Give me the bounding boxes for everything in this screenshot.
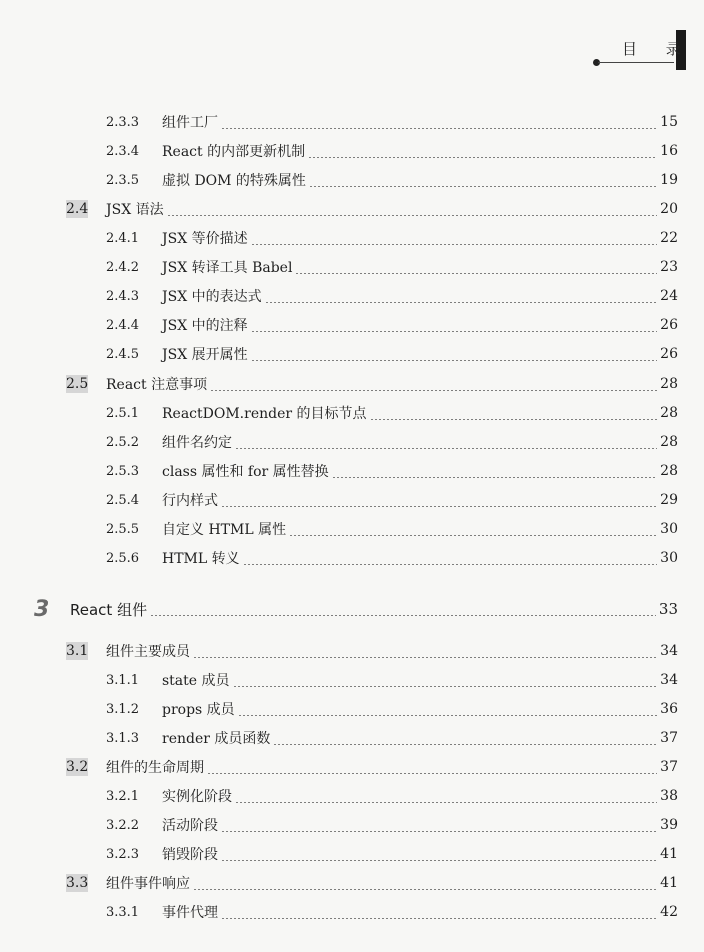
toc-section[interactable] bbox=[66, 370, 678, 398]
toc-subsection[interactable] bbox=[106, 457, 678, 485]
toc-page-number: 28 bbox=[660, 434, 678, 450]
toc-title: React 的内部更新机制 bbox=[162, 144, 306, 160]
toc-number: 2.5.3 bbox=[106, 463, 140, 479]
toc-subsection[interactable] bbox=[106, 311, 678, 339]
toc-number: 3.3.1 bbox=[106, 904, 140, 920]
toc-subsection[interactable] bbox=[106, 666, 678, 694]
toc-number: 3.2.2 bbox=[106, 817, 140, 833]
dot-leader bbox=[193, 657, 657, 658]
dot-leader bbox=[235, 448, 657, 449]
toc-number: 2.4 bbox=[66, 201, 89, 217]
toc-number: 2.5.2 bbox=[106, 434, 140, 450]
toc-number: 3.1.3 bbox=[106, 730, 140, 746]
toc-number: 3.1.2 bbox=[106, 701, 140, 717]
toc-page-number: 34 bbox=[660, 643, 678, 659]
toc-title: React 注意事项 bbox=[106, 377, 208, 393]
dot-leader bbox=[309, 186, 657, 187]
toc-page-number: 16 bbox=[660, 143, 678, 159]
toc-page-number: 23 bbox=[660, 259, 678, 275]
toc-page-number: 30 bbox=[660, 550, 678, 566]
toc-title: 事件代理 bbox=[162, 905, 218, 921]
toc-section[interactable] bbox=[66, 753, 678, 781]
toc-subsection[interactable] bbox=[106, 108, 678, 136]
dot-leader bbox=[265, 302, 658, 303]
toc-chapter[interactable] bbox=[34, 595, 678, 623]
toc-subsection[interactable] bbox=[106, 840, 678, 868]
toc-page-number: 34 bbox=[660, 672, 678, 688]
dot-leader bbox=[221, 831, 657, 832]
toc-page-number: 20 bbox=[660, 201, 678, 217]
toc-title: 组件名约定 bbox=[162, 435, 232, 451]
toc-page-number: 37 bbox=[660, 759, 678, 775]
toc-title: JSX 中的表达式 bbox=[162, 289, 262, 305]
toc-page-number: 28 bbox=[660, 463, 678, 479]
toc-number: 2.3.4 bbox=[106, 143, 140, 159]
toc-subsection[interactable] bbox=[106, 695, 678, 723]
toc-title: JSX 中的注释 bbox=[162, 318, 248, 334]
dot-leader bbox=[233, 686, 658, 687]
dot-leader bbox=[210, 390, 657, 391]
toc-title: 行内样式 bbox=[162, 493, 218, 509]
toc-number: 3.2.3 bbox=[106, 846, 140, 862]
toc-number: 2.5.6 bbox=[106, 550, 140, 566]
toc-page-number: 30 bbox=[660, 521, 678, 537]
toc-number: 2.5.1 bbox=[106, 405, 140, 421]
toc-number: 2.3.5 bbox=[106, 172, 140, 188]
toc-title: render 成员函数 bbox=[162, 731, 271, 747]
toc-page-number: 41 bbox=[660, 875, 678, 891]
page-header-title: 目 录 bbox=[622, 40, 693, 58]
toc-page-number: 39 bbox=[660, 817, 678, 833]
toc-subsection[interactable] bbox=[106, 399, 678, 427]
toc-number: 2.4.3 bbox=[106, 288, 140, 304]
toc-subsection[interactable] bbox=[106, 782, 678, 810]
dot-leader bbox=[221, 128, 657, 129]
dot-leader bbox=[273, 744, 657, 745]
toc-page-number: 29 bbox=[660, 492, 678, 508]
toc-number: 2.4.5 bbox=[106, 346, 140, 362]
toc-subsection[interactable] bbox=[106, 486, 678, 514]
dot-leader bbox=[308, 157, 657, 158]
toc-number: 3.2.1 bbox=[106, 788, 140, 804]
toc-page-number: 28 bbox=[660, 376, 678, 392]
toc-page-number: 28 bbox=[660, 405, 678, 421]
dot-leader bbox=[243, 564, 658, 565]
toc-title: 实例化阶段 bbox=[162, 789, 232, 805]
toc-page-number: 24 bbox=[660, 288, 678, 304]
toc-number: 2.5 bbox=[66, 376, 89, 392]
toc-page-number: 41 bbox=[660, 846, 678, 862]
toc-title: 虚拟 DOM 的特殊属性 bbox=[162, 173, 306, 189]
toc-number: 2.5.4 bbox=[106, 492, 140, 508]
toc-title: ReactDOM.render 的目标节点 bbox=[162, 406, 367, 422]
toc-title: 组件事件响应 bbox=[106, 876, 190, 892]
toc-section[interactable] bbox=[66, 195, 678, 223]
toc-number: 3.3 bbox=[66, 875, 89, 891]
toc-subsection[interactable] bbox=[106, 282, 678, 310]
toc-subsection[interactable] bbox=[106, 811, 678, 839]
toc-subsection[interactable] bbox=[106, 253, 678, 281]
toc-title: 自定义 HTML 属性 bbox=[162, 522, 287, 538]
dot-leader bbox=[370, 419, 658, 420]
dot-leader bbox=[221, 860, 657, 861]
toc-page-number: 26 bbox=[660, 346, 678, 362]
dot-leader bbox=[289, 535, 657, 536]
toc-section[interactable] bbox=[66, 637, 678, 665]
toc-title: state 成员 bbox=[162, 673, 230, 689]
dot-leader bbox=[221, 506, 657, 507]
toc-title: JSX 语法 bbox=[106, 202, 164, 218]
dot-leader bbox=[207, 773, 657, 774]
toc-subsection[interactable] bbox=[106, 544, 678, 572]
dot-leader bbox=[251, 331, 658, 332]
toc-number: 2.4.1 bbox=[106, 230, 140, 246]
toc-section[interactable] bbox=[66, 869, 678, 897]
toc-title: JSX 转译工具 Babel bbox=[162, 260, 293, 276]
toc-page-number: 38 bbox=[660, 788, 678, 804]
toc-title: 组件工厂 bbox=[162, 115, 218, 131]
toc-number: 2.5.5 bbox=[106, 521, 140, 537]
toc-subsection[interactable] bbox=[106, 515, 678, 543]
toc-number: 3.2 bbox=[66, 759, 89, 775]
toc-title: props 成员 bbox=[162, 702, 235, 718]
toc-title: 销毁阶段 bbox=[162, 847, 218, 863]
toc-subsection[interactable] bbox=[106, 428, 678, 456]
toc-subsection[interactable] bbox=[106, 166, 678, 194]
dot-leader bbox=[221, 918, 657, 919]
toc-page-number: 19 bbox=[660, 172, 678, 188]
dot-leader bbox=[332, 477, 657, 478]
toc-subsection[interactable] bbox=[106, 724, 678, 752]
toc-number: 3.1 bbox=[66, 643, 89, 659]
toc-number: 2.4.4 bbox=[106, 317, 140, 333]
toc-page-number: 37 bbox=[660, 730, 678, 746]
toc-number: 3.1.1 bbox=[106, 672, 140, 688]
toc-title: 活动阶段 bbox=[162, 818, 218, 834]
toc-number: 2.4.2 bbox=[106, 259, 140, 275]
toc-title: 组件主要成员 bbox=[106, 644, 190, 660]
toc-title: HTML 转义 bbox=[162, 551, 240, 567]
dot-leader bbox=[238, 715, 657, 716]
header-rule bbox=[598, 62, 674, 63]
toc-subsection[interactable] bbox=[106, 340, 678, 368]
dot-leader bbox=[251, 360, 658, 361]
toc-title: React 组件 bbox=[70, 600, 148, 619]
dot-leader bbox=[295, 273, 657, 274]
toc-title: JSX 等价描述 bbox=[162, 231, 248, 247]
toc-subsection[interactable] bbox=[106, 898, 678, 926]
toc-page-number: 15 bbox=[660, 114, 678, 130]
toc-title: 组件的生命周期 bbox=[106, 760, 204, 776]
dot-leader bbox=[150, 615, 656, 616]
dot-leader bbox=[193, 889, 657, 890]
toc-page-number: 36 bbox=[660, 701, 678, 717]
dot-leader bbox=[167, 215, 658, 216]
toc-page-number: 26 bbox=[660, 317, 678, 333]
toc-page-number: 42 bbox=[660, 904, 678, 920]
dot-leader bbox=[251, 244, 658, 245]
toc-title: class 属性和 for 属性替换 bbox=[162, 464, 329, 480]
toc-number: 3 bbox=[34, 596, 50, 622]
toc-page-number: 22 bbox=[660, 230, 678, 246]
toc-subsection[interactable] bbox=[106, 137, 678, 165]
toc-page-number: 33 bbox=[658, 600, 678, 618]
toc-title: JSX 展开属性 bbox=[162, 347, 248, 363]
dot-leader bbox=[235, 802, 657, 803]
toc-subsection[interactable] bbox=[106, 224, 678, 252]
toc-number: 2.3.3 bbox=[106, 114, 140, 130]
